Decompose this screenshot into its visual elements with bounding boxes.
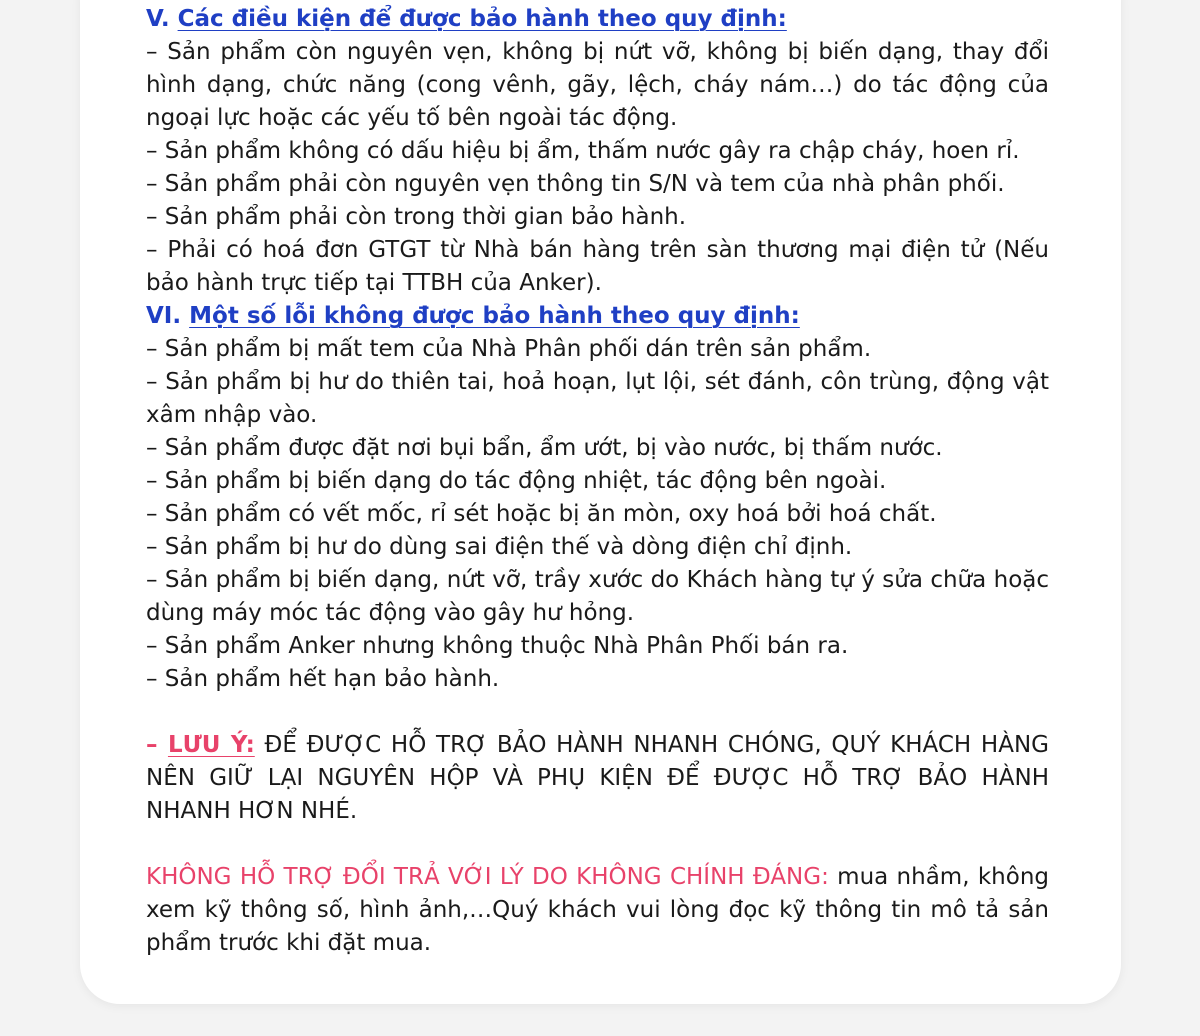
section-v-item: – Sản phẩm còn nguyên vẹn, không bị nứt vỡ, không bị biến dạng, thay đổi hình dạng, chức năng (cong vênh, gãy, lệch, cháy nám…) do tác động của ngoại lực hoặc các yếu tố bên ngoài tác động. (146, 39, 1049, 131)
section-vi-item: – Sản phẩm có vết mốc, rỉ sét hoặc bị ăn mòn, oxy hoá bởi hoá chất. (146, 501, 937, 527)
note-paragraph (146, 729, 1049, 828)
section-vi-item: – Sản phẩm bị biến dạng do tác động nhiệt, tác động bên ngoài. (146, 468, 887, 494)
note-dash: – (146, 732, 168, 758)
note-text: ĐỂ ĐƯỢC HỖ TRỢ BẢO HÀNH NHANH CHÓNG, QUÝ KHÁCH HÀNG NÊN GIỮ LẠI NGUYÊN HỘP VÀ PHỤ KIỆN ĐỂ ĐƯỢC HỖ TRỢ BẢO HÀNH NHANH HƠN NHÉ. (146, 732, 1049, 824)
section-vi-item: – Sản phẩm Anker nhưng không thuộc Nhà Phân Phối bán ra. (146, 633, 849, 659)
no-return-text: mua nhầm, không xem kỹ thông số, hình ảnh,…Quý khách vui lòng đọc kỹ thông tin mô tả sản phẩm trước khi đặt mua. (146, 864, 1049, 956)
section-vi-item: – Sản phẩm bị hư do dùng sai điện thế và dòng điện chỉ định. (146, 534, 853, 560)
section-v-item: – Phải có hoá đơn GTGT từ Nhà bán hàng trên sàn thương mại điện tử (Nếu bảo hành trực tiếp tại TTBH của Anker). (146, 237, 1049, 296)
section-vi-item: – Sản phẩm bị mất tem của Nhà Phân phối dán trên sản phẩm. (146, 336, 872, 362)
section-vi-item: – Sản phẩm bị hư do thiên tai, hoả hoạn, lụt lội, sét đánh, côn trùng, động vật xâm nhập vào. (146, 369, 1049, 428)
note-label (168, 732, 255, 758)
section-v-number: V. (146, 6, 170, 32)
section-v-item: – Sản phẩm không có dấu hiệu bị ẩm, thấm nước gây ra chập cháy, hoen rỉ. (146, 138, 1020, 164)
no-return-label: KHÔNG HỖ TRỢ ĐỔI TRẢ VỚI LÝ DO KHÔNG CHÍNH ĐÁNG: (146, 864, 829, 890)
section-vi-item: – Sản phẩm hết hạn bảo hành. (146, 666, 500, 692)
section-v-heading (146, 3, 1049, 36)
section-vi-heading (146, 300, 1049, 333)
section-v-title: Các điều kiện để được bảo hành theo quy định: (177, 6, 787, 32)
section-vi-title: Một số lỗi không được bảo hành theo quy định: (189, 303, 800, 329)
section-vi-number: VI. (146, 303, 182, 329)
section-vi-item: – Sản phẩm được đặt nơi bụi bẩn, ẩm ướt, bị vào nước, bị thấm nước. (146, 435, 943, 461)
no-return-paragraph (146, 861, 1049, 960)
warranty-policy-text (146, 3, 1049, 960)
section-vi-item: – Sản phẩm bị biến dạng, nứt vỡ, trầy xước do Khách hàng tự ý sửa chữa hoặc dùng máy móc tác động vào gây hư hỏng. (146, 567, 1049, 626)
spacer (146, 696, 1049, 729)
note-label-text: LƯU Ý: (167, 732, 255, 758)
spacer (146, 828, 1049, 861)
section-v-item: – Sản phẩm phải còn nguyên vẹn thông tin S/N và tem của nhà phân phối. (146, 171, 1005, 197)
section-v-item: – Sản phẩm phải còn trong thời gian bảo hành. (146, 204, 687, 230)
